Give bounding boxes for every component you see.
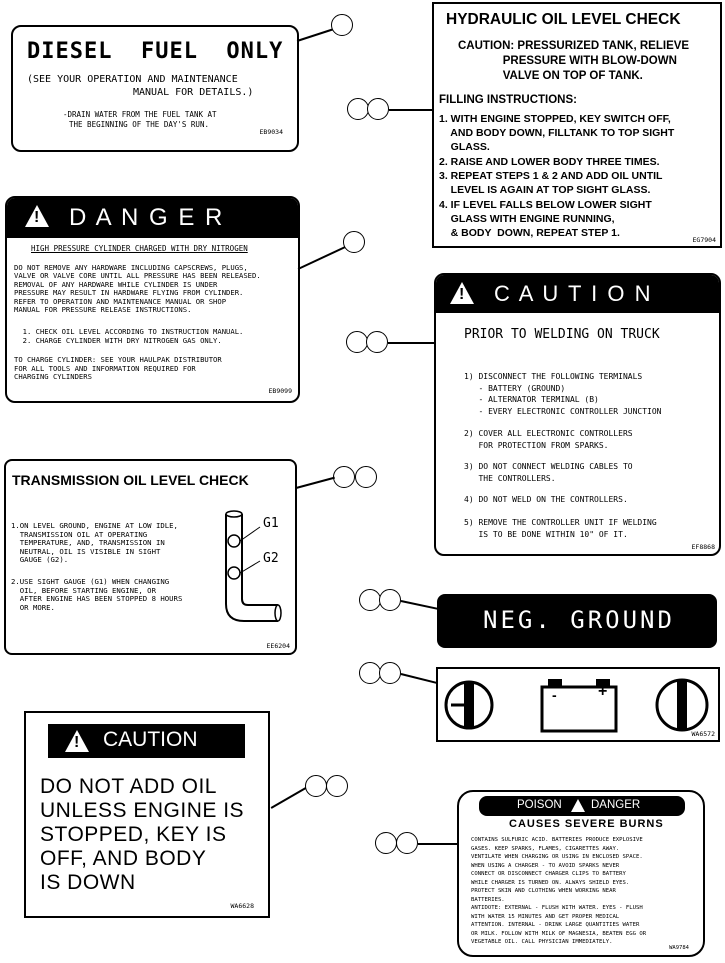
callout-bubble <box>305 775 327 797</box>
hydraulic-caution: CAUTION: PRESSURIZED TANK, RELIEVE PRESSURE WITH BLOW-DOWN VALVE ON TOP OF TANK. <box>458 40 690 82</box>
diesel-title: DIESEL FUEL ONLY <box>27 39 284 64</box>
callout-bubble <box>396 832 418 854</box>
battery-plus-label: + <box>598 683 608 700</box>
callout-bubble <box>359 589 381 611</box>
danger-banner <box>7 198 298 238</box>
hydraulic-title: HYDRAULIC OIL LEVEL CHECK <box>446 11 681 28</box>
caution-oil-banner <box>48 724 245 758</box>
caution-banner <box>436 275 719 313</box>
welding-step-3: 3) DO NOT CONNECT WELDING CABLES TO THE CONTROLLERS. <box>464 462 633 483</box>
neg-ground-text: NEG. GROUND <box>483 606 675 634</box>
filling-step-3: 3. REPEAT STEPS 1 & 2 AND ADD OIL UNTIL LEVEL IS AGAIN AT TOP SIGHT GLASS. <box>439 170 663 196</box>
caution-oil-decal <box>24 711 270 918</box>
caution-welding-code: EF8868 <box>691 543 715 551</box>
warning-triangle-icon <box>65 730 89 756</box>
callout-bubble <box>366 331 388 353</box>
caution-oil-body: DO NOT ADD OIL UNLESS ENGINE IS STOPPED, KEY IS OFF, AND BODY IS DOWN <box>40 775 245 894</box>
caution-welding-decal <box>434 273 721 556</box>
diesel-line-2: MANUAL FOR DETAILS.) <box>133 87 254 98</box>
callout-bubble <box>331 14 353 36</box>
welding-step-2: 2) COVER ALL ELECTRONIC CONTROLLERS FOR PROTECTION FROM SPARKS. <box>464 429 633 450</box>
filling-step-1: 1. WITH ENGINE STOPPED, KEY SWITCH OFF, AND BODY DOWN, FILLTANK TO TOP SIGHT GLASS. <box>439 113 675 153</box>
battery-icon <box>538 675 620 733</box>
poison-body: CONTAINS SULFURIC ACID. BATTERIES PRODUCE EXPLOSIVE GASES. KEEP SPARKS, FLAMES, CIGARETTES AWAY. VENTILATE WHEN CHARGING OR USING IN ENCLOSED SPACE. WHEN USING A CHARGER - TO AVOID SPARKS NEVER CONNECT OR DISCONNECT CHARGER CLIPS TO BATTERY WHILE CHARGER IS TURNED ON. ALWAYS SHIELD EYES. PROTECT SKIN AND CLOTHING WHEN WORKING NEAR BATTERIES. ANTIDOTE: EXTERNAL - FLUSH WITH WATER. EYES - FLUSH WITH WATER 15 MINUTES AND GET PROPER MEDICAL ATTENTION. INTERNAL - DRINK LARGE QUANTITIES WATER OR MILK. FOLLOW WITH MILK OF MAGNESIA, BEATEN EGG OR VEGETABLE OIL. CALL PHYSICIAN IMMEDIATELY. <box>471 837 647 945</box>
negative-terminal-icon <box>443 679 495 731</box>
leader-line <box>388 342 435 344</box>
poison-banner <box>479 796 685 816</box>
danger-cylinder-decal <box>5 196 300 403</box>
diesel-drain-1: -DRAIN WATER FROM THE FUEL TANK AT <box>63 110 217 119</box>
callout-bubble <box>343 231 365 253</box>
gauge-g1-label: G1 <box>263 516 279 531</box>
danger-code: EB9099 <box>268 387 292 395</box>
warning-triangle-icon <box>571 799 585 812</box>
callout-bubble <box>333 466 355 488</box>
callout-bubble <box>326 775 348 797</box>
callout-bubble <box>347 98 369 120</box>
leader-line <box>389 109 434 111</box>
danger-body-2: 1. CHECK OIL LEVEL ACCORDING TO INSTRUCTION MANUAL. 2. CHARGE CYLINDER WITH DRY NITROGEN GAS ONLY. <box>22 327 244 345</box>
hydraulic-code: EG7904 <box>692 236 716 244</box>
leader-line <box>296 477 335 489</box>
caution-oil-code: WA6628 <box>230 902 254 910</box>
caution-welding-title: PRIOR TO WELDING ON TRUCK <box>464 327 660 342</box>
diesel-fuel-decal <box>11 25 299 152</box>
poison-danger-decal <box>457 790 705 957</box>
transmission-step-2: 2.USE SIGHT GAUGE (G1) WHEN CHANGING OIL, BEFORE STARTING ENGINE, OR AFTER ENGINE HAS BEEN STOPPED 8 HOURS OR MORE. <box>11 577 183 612</box>
neg-ground-decal <box>437 594 717 648</box>
leader-line <box>271 787 306 808</box>
transmission-code: EE6204 <box>266 642 290 650</box>
caution-oil-banner-text: CAUTION <box>103 728 198 751</box>
sight-gauge-pipe-icon <box>216 509 296 629</box>
battery-minus-label: - <box>552 687 557 703</box>
leader-line <box>298 246 346 269</box>
poison-banner-left: POISON <box>517 799 562 811</box>
poison-banner-right: DANGER <box>591 799 641 811</box>
callout-bubble <box>359 662 381 684</box>
diesel-code: EB9034 <box>259 128 283 136</box>
diesel-drain-2: THE BEGINNING OF THE DAY'S RUN. <box>69 120 209 129</box>
danger-banner-text: D A N G E R <box>69 204 225 231</box>
leader-line <box>401 600 438 609</box>
callout-bubble <box>367 98 389 120</box>
gauge-g2-label: G2 <box>263 551 279 566</box>
danger-body-1: DO NOT REMOVE ANY HARDWARE INCLUDING CAPSCREWS, PLUGS, VALVE OR VALVE CORE UNTIL ALL PRESSURE HAS BEEN RELEASED. REMOVAL OF ANY HARDWARE WHILE CYLINDER IS UNDER PRESSURE MAY RESULT IN HARDWARE FLYING FROM CYLINDER. REFER TO OPERATION AND MAINTENANCE MANUAL OR SHOP MANUAL FOR PRESSURE RELEASE INSTRUCTIONS. <box>14 263 261 315</box>
positive-terminal-icon <box>654 677 710 733</box>
danger-body-3: TO CHARGE CYLINDER: SEE YOUR HAULPAK DISTRIBUTOR FOR ALL TOOLS AND INFORMATION REQUIRED FOR CHARGING CYLINDERS <box>14 355 222 382</box>
welding-step-5: 5) REMOVE THE CONTROLLER UNIT IF WELDING IS TO BE DONE WITHIN 10" OF IT. <box>464 518 657 539</box>
filling-heading: FILLING INSTRUCTIONS: <box>439 94 577 106</box>
danger-subtitle: HIGH PRESSURE CYLINDER CHARGED WITH DRY NITROGEN <box>31 244 248 253</box>
callout-bubble <box>379 662 401 684</box>
filling-step-4: 4. IF LEVEL FALLS BELOW LOWER SIGHT GLASS WITH ENGINE RUNNING, & BODY DOWN, REPEAT STEP 1. <box>439 199 652 239</box>
hydraulic-oil-decal <box>432 2 722 248</box>
poison-code: WA9784 <box>669 945 689 951</box>
callout-bubble <box>346 331 368 353</box>
callout-bubble <box>379 589 401 611</box>
transmission-oil-decal <box>4 459 297 655</box>
leader-line <box>401 673 437 683</box>
welding-step-4: 4) DO NOT WELD ON THE CONTROLLERS. <box>464 495 628 504</box>
welding-step-1: 1) DISCONNECT THE FOLLOWING TERMINALS - BATTERY (GROUND) - ALTERNATOR TERMINAL (B) - EVERY ELECTRONIC CONTROLLER JUNCTION <box>464 372 662 416</box>
transmission-step-1: 1.ON LEVEL GROUND, ENGINE AT LOW IDLE, TRANSMISSION OIL AT OPERATING TEMPERATURE, AND, TRANSMISSION IN NEUTRAL, OIL IS VISIBLE IN SIGHT GAUGE (G2). <box>11 521 178 565</box>
transmission-title: TRANSMISSION OIL LEVEL CHECK <box>12 472 249 488</box>
leader-line <box>297 28 336 42</box>
warning-triangle-icon <box>450 282 474 308</box>
battery-terminal-decal <box>436 667 720 742</box>
warning-triangle-icon <box>25 205 49 231</box>
diesel-line-1: (SEE YOUR OPERATION AND MAINTENANCE <box>27 74 238 85</box>
battery-code: WA6572 <box>691 730 715 738</box>
filling-step-2: 2. RAISE AND LOWER BODY THREE TIMES. <box>439 156 660 168</box>
leader-line <box>418 843 458 845</box>
callout-bubble <box>355 466 377 488</box>
poison-title: CAUSES SEVERE BURNS <box>509 818 664 830</box>
caution-banner-text: C A U T I O N <box>494 281 653 306</box>
callout-bubble <box>375 832 397 854</box>
